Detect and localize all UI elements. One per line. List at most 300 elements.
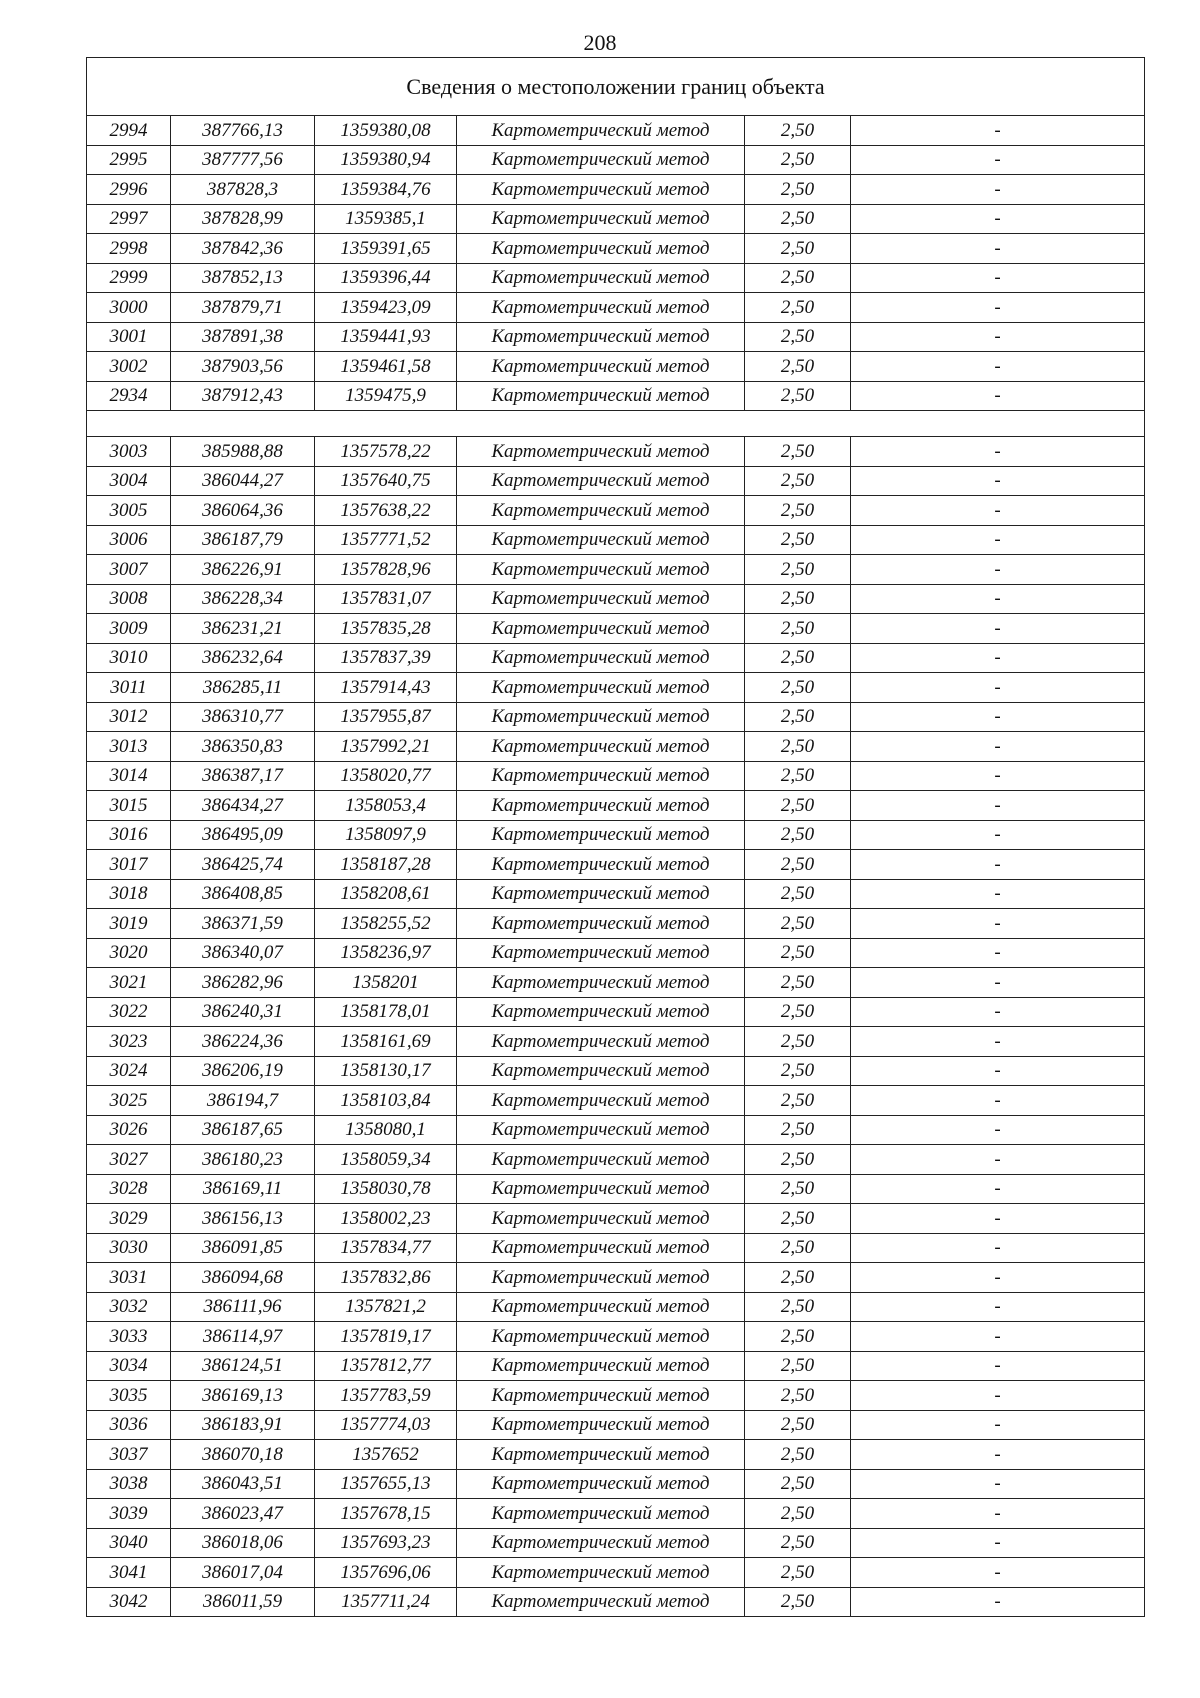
description-cell: -: [851, 234, 1145, 264]
accuracy-cell: 2,50: [745, 1145, 851, 1175]
page-number: 208: [583, 30, 617, 55]
x-coordinate-cell: 386231,21: [171, 614, 315, 644]
method-cell: Картометрический метод: [457, 234, 745, 264]
point-number-cell: 3020: [87, 938, 171, 968]
y-coordinate-cell: 1357655,13: [315, 1469, 457, 1499]
accuracy-cell: 2,50: [745, 1086, 851, 1116]
table-row: [87, 584, 1145, 614]
accuracy-cell: 2,50: [745, 1469, 851, 1499]
x-coordinate-cell: 386187,65: [171, 1115, 315, 1145]
accuracy-cell: 2,50: [745, 1056, 851, 1086]
y-coordinate-cell: 1358161,69: [315, 1027, 457, 1057]
accuracy-cell: 2,50: [745, 1263, 851, 1293]
description-cell: -: [851, 1381, 1145, 1411]
point-number-cell: 3042: [87, 1587, 171, 1617]
method-cell: Картометрический метод: [457, 1410, 745, 1440]
method-cell: Картометрический метод: [457, 997, 745, 1027]
point-number-cell: 3003: [87, 437, 171, 467]
accuracy-cell: 2,50: [745, 1115, 851, 1145]
accuracy-cell: 2,50: [745, 466, 851, 496]
description-cell: -: [851, 381, 1145, 411]
description-cell: -: [851, 322, 1145, 352]
description-cell: -: [851, 1410, 1145, 1440]
y-coordinate-cell: 1357834,77: [315, 1233, 457, 1263]
table-row: [87, 1322, 1145, 1352]
description-cell: -: [851, 293, 1145, 323]
method-cell: Картометрический метод: [457, 381, 745, 411]
table-body: [87, 58, 1145, 1617]
table-row: [87, 850, 1145, 880]
method-cell: Картометрический метод: [457, 673, 745, 703]
method-cell: Картометрический метод: [457, 204, 745, 234]
table-row: [87, 909, 1145, 939]
method-cell: Картометрический метод: [457, 496, 745, 526]
table-row: [87, 1145, 1145, 1175]
point-number-cell: 3015: [87, 791, 171, 821]
description-cell: -: [851, 1115, 1145, 1145]
accuracy-cell: 2,50: [745, 204, 851, 234]
y-coordinate-cell: 1358030,78: [315, 1174, 457, 1204]
table-row: [87, 643, 1145, 673]
accuracy-cell: 2,50: [745, 1027, 851, 1057]
method-cell: Картометрический метод: [457, 1233, 745, 1263]
description-cell: -: [851, 466, 1145, 496]
y-coordinate-cell: 1358059,34: [315, 1145, 457, 1175]
accuracy-cell: 2,50: [745, 525, 851, 555]
point-number-cell: 3014: [87, 761, 171, 791]
point-number-cell: 2999: [87, 263, 171, 293]
description-cell: -: [851, 820, 1145, 850]
x-coordinate-cell: 386187,79: [171, 525, 315, 555]
description-cell: -: [851, 1263, 1145, 1293]
x-coordinate-cell: 386387,17: [171, 761, 315, 791]
description-cell: -: [851, 879, 1145, 909]
table-row: [87, 555, 1145, 585]
accuracy-cell: 2,50: [745, 263, 851, 293]
accuracy-cell: 2,50: [745, 1351, 851, 1381]
description-cell: -: [851, 1351, 1145, 1381]
x-coordinate-cell: 386228,34: [171, 584, 315, 614]
method-cell: Картометрический метод: [457, 1056, 745, 1086]
description-cell: -: [851, 997, 1145, 1027]
table-row: [87, 1440, 1145, 1470]
table-row: [87, 614, 1145, 644]
description-cell: -: [851, 1528, 1145, 1558]
table-row: [87, 1174, 1145, 1204]
accuracy-cell: 2,50: [745, 1204, 851, 1234]
x-coordinate-cell: 386091,85: [171, 1233, 315, 1263]
accuracy-cell: 2,50: [745, 673, 851, 703]
accuracy-cell: 2,50: [745, 850, 851, 880]
accuracy-cell: 2,50: [745, 175, 851, 205]
y-coordinate-cell: 1358236,97: [315, 938, 457, 968]
x-coordinate-cell: 386495,09: [171, 820, 315, 850]
accuracy-cell: 2,50: [745, 1410, 851, 1440]
table-row: [87, 116, 1145, 146]
description-cell: -: [851, 643, 1145, 673]
point-number-cell: 3010: [87, 643, 171, 673]
table-row: [87, 293, 1145, 323]
y-coordinate-cell: 1357819,17: [315, 1322, 457, 1352]
description-cell: -: [851, 1587, 1145, 1617]
y-coordinate-cell: 1357812,77: [315, 1351, 457, 1381]
point-number-cell: 3008: [87, 584, 171, 614]
x-coordinate-cell: 386018,06: [171, 1528, 315, 1558]
description-cell: -: [851, 1469, 1145, 1499]
method-cell: Картометрический метод: [457, 555, 745, 585]
table-row: [87, 1558, 1145, 1588]
x-coordinate-cell: 386285,11: [171, 673, 315, 703]
point-number-cell: 3017: [87, 850, 171, 880]
x-coordinate-cell: 386408,85: [171, 879, 315, 909]
table-row: [87, 1233, 1145, 1263]
point-number-cell: 3032: [87, 1292, 171, 1322]
boundary-coordinates-table: [86, 57, 1145, 1617]
method-cell: Картометрический метод: [457, 1145, 745, 1175]
description-cell: -: [851, 263, 1145, 293]
y-coordinate-cell: 1357955,87: [315, 702, 457, 732]
x-coordinate-cell: 386023,47: [171, 1499, 315, 1529]
table-row: [87, 968, 1145, 998]
method-cell: Картометрический метод: [457, 643, 745, 673]
table-row: [87, 381, 1145, 411]
method-cell: Картометрический метод: [457, 761, 745, 791]
accuracy-cell: 2,50: [745, 1558, 851, 1588]
point-number-cell: 3024: [87, 1056, 171, 1086]
table-row: [87, 1528, 1145, 1558]
y-coordinate-cell: 1358103,84: [315, 1086, 457, 1116]
method-cell: Картометрический метод: [457, 525, 745, 555]
y-coordinate-cell: 1359461,58: [315, 352, 457, 382]
y-coordinate-cell: 1358187,28: [315, 850, 457, 880]
x-coordinate-cell: 386070,18: [171, 1440, 315, 1470]
point-number-cell: 3039: [87, 1499, 171, 1529]
y-coordinate-cell: 1359385,1: [315, 204, 457, 234]
y-coordinate-cell: 1357828,96: [315, 555, 457, 585]
x-coordinate-cell: 386226,91: [171, 555, 315, 585]
table-row: [87, 322, 1145, 352]
y-coordinate-cell: 1357832,86: [315, 1263, 457, 1293]
description-cell: -: [851, 1499, 1145, 1529]
accuracy-cell: 2,50: [745, 496, 851, 526]
description-cell: -: [851, 850, 1145, 880]
table-row: [87, 175, 1145, 205]
table-row: [87, 525, 1145, 555]
group-separator-row: [87, 411, 1145, 437]
y-coordinate-cell: 1357711,24: [315, 1587, 457, 1617]
table-row: [87, 1263, 1145, 1293]
table-row: [87, 1381, 1145, 1411]
table-row: [87, 1204, 1145, 1234]
accuracy-cell: 2,50: [745, 381, 851, 411]
x-coordinate-cell: 386240,31: [171, 997, 315, 1027]
method-cell: Картометрический метод: [457, 1292, 745, 1322]
table-row: [87, 1115, 1145, 1145]
x-coordinate-cell: 386350,83: [171, 732, 315, 762]
y-coordinate-cell: 1358002,23: [315, 1204, 457, 1234]
y-coordinate-cell: 1359441,93: [315, 322, 457, 352]
method-cell: Картометрический метод: [457, 1499, 745, 1529]
x-coordinate-cell: 386194,7: [171, 1086, 315, 1116]
table-row: [87, 466, 1145, 496]
description-cell: -: [851, 145, 1145, 175]
method-cell: Картометрический метод: [457, 1440, 745, 1470]
accuracy-cell: 2,50: [745, 145, 851, 175]
x-coordinate-cell: 387891,38: [171, 322, 315, 352]
table-row: [87, 1499, 1145, 1529]
description-cell: -: [851, 1086, 1145, 1116]
x-coordinate-cell: 386169,13: [171, 1381, 315, 1411]
method-cell: Картометрический метод: [457, 1469, 745, 1499]
table-row: [87, 234, 1145, 264]
point-number-cell: 3019: [87, 909, 171, 939]
x-coordinate-cell: 386310,77: [171, 702, 315, 732]
x-coordinate-cell: 386206,19: [171, 1056, 315, 1086]
method-cell: Картометрический метод: [457, 702, 745, 732]
point-number-cell: 3002: [87, 352, 171, 382]
accuracy-cell: 2,50: [745, 732, 851, 762]
y-coordinate-cell: 1357696,06: [315, 1558, 457, 1588]
x-coordinate-cell: 386232,64: [171, 643, 315, 673]
point-number-cell: 3025: [87, 1086, 171, 1116]
accuracy-cell: 2,50: [745, 234, 851, 264]
accuracy-cell: 2,50: [745, 643, 851, 673]
point-number-cell: 2995: [87, 145, 171, 175]
accuracy-cell: 2,50: [745, 1322, 851, 1352]
accuracy-cell: 2,50: [745, 116, 851, 146]
description-cell: -: [851, 204, 1145, 234]
accuracy-cell: 2,50: [745, 1587, 851, 1617]
method-cell: Картометрический метод: [457, 732, 745, 762]
description-cell: -: [851, 352, 1145, 382]
point-number-cell: 3005: [87, 496, 171, 526]
y-coordinate-cell: 1358178,01: [315, 997, 457, 1027]
accuracy-cell: 2,50: [745, 1233, 851, 1263]
description-cell: -: [851, 968, 1145, 998]
method-cell: Картометрический метод: [457, 263, 745, 293]
x-coordinate-cell: 386043,51: [171, 1469, 315, 1499]
description-cell: -: [851, 938, 1145, 968]
description-cell: -: [851, 791, 1145, 821]
method-cell: Картометрический метод: [457, 1115, 745, 1145]
accuracy-cell: 2,50: [745, 352, 851, 382]
table-row: [87, 761, 1145, 791]
method-cell: Картометрический метод: [457, 1381, 745, 1411]
point-number-cell: 3001: [87, 322, 171, 352]
accuracy-cell: 2,50: [745, 761, 851, 791]
y-coordinate-cell: 1357774,03: [315, 1410, 457, 1440]
point-number-cell: 3034: [87, 1351, 171, 1381]
method-cell: Картометрический метод: [457, 293, 745, 323]
accuracy-cell: 2,50: [745, 555, 851, 585]
accuracy-cell: 2,50: [745, 1499, 851, 1529]
y-coordinate-cell: 1358255,52: [315, 909, 457, 939]
point-number-cell: 3027: [87, 1145, 171, 1175]
method-cell: Картометрический метод: [457, 352, 745, 382]
accuracy-cell: 2,50: [745, 938, 851, 968]
point-number-cell: 3041: [87, 1558, 171, 1588]
accuracy-cell: 2,50: [745, 293, 851, 323]
x-coordinate-cell: 387828,3: [171, 175, 315, 205]
x-coordinate-cell: 386156,13: [171, 1204, 315, 1234]
y-coordinate-cell: 1358201: [315, 968, 457, 998]
description-cell: -: [851, 909, 1145, 939]
table-row: [87, 879, 1145, 909]
y-coordinate-cell: 1358080,1: [315, 1115, 457, 1145]
x-coordinate-cell: 386224,36: [171, 1027, 315, 1057]
x-coordinate-cell: 386044,27: [171, 466, 315, 496]
y-coordinate-cell: 1358097,9: [315, 820, 457, 850]
x-coordinate-cell: 387842,36: [171, 234, 315, 264]
point-number-cell: 2994: [87, 116, 171, 146]
point-number-cell: 3021: [87, 968, 171, 998]
method-cell: Картометрический метод: [457, 116, 745, 146]
method-cell: Картометрический метод: [457, 437, 745, 467]
point-number-cell: 3018: [87, 879, 171, 909]
y-coordinate-cell: 1358053,4: [315, 791, 457, 821]
point-number-cell: 3033: [87, 1322, 171, 1352]
method-cell: Картометрический метод: [457, 820, 745, 850]
method-cell: Картометрический метод: [457, 1174, 745, 1204]
description-cell: -: [851, 761, 1145, 791]
method-cell: Картометрический метод: [457, 466, 745, 496]
point-number-cell: 3022: [87, 997, 171, 1027]
accuracy-cell: 2,50: [745, 322, 851, 352]
x-coordinate-cell: 386371,59: [171, 909, 315, 939]
x-coordinate-cell: 386094,68: [171, 1263, 315, 1293]
x-coordinate-cell: 386017,04: [171, 1558, 315, 1588]
boundary-table-wrapper: [86, 57, 1144, 1617]
y-coordinate-cell: 1358208,61: [315, 879, 457, 909]
method-cell: Картометрический метод: [457, 938, 745, 968]
x-coordinate-cell: 386282,96: [171, 968, 315, 998]
point-number-cell: 2997: [87, 204, 171, 234]
table-row: [87, 1292, 1145, 1322]
y-coordinate-cell: 1357992,21: [315, 732, 457, 762]
description-cell: -: [851, 1056, 1145, 1086]
group-separator-cell: [87, 411, 1145, 437]
y-coordinate-cell: 1357771,52: [315, 525, 457, 555]
method-cell: Картометрический метод: [457, 1263, 745, 1293]
point-number-cell: 3036: [87, 1410, 171, 1440]
x-coordinate-cell: 386011,59: [171, 1587, 315, 1617]
table-title: Сведения о местоположении границ объекта: [87, 58, 1145, 116]
point-number-cell: 3038: [87, 1469, 171, 1499]
x-coordinate-cell: 386180,23: [171, 1145, 315, 1175]
table-row: [87, 437, 1145, 467]
x-coordinate-cell: 386340,07: [171, 938, 315, 968]
table-row: [87, 352, 1145, 382]
description-cell: -: [851, 584, 1145, 614]
y-coordinate-cell: 1359380,94: [315, 145, 457, 175]
table-row: [87, 820, 1145, 850]
y-coordinate-cell: 1358020,77: [315, 761, 457, 791]
description-cell: -: [851, 555, 1145, 585]
method-cell: Картометрический метод: [457, 145, 745, 175]
accuracy-cell: 2,50: [745, 879, 851, 909]
table-row: [87, 263, 1145, 293]
description-cell: -: [851, 116, 1145, 146]
description-cell: -: [851, 525, 1145, 555]
point-number-cell: 3026: [87, 1115, 171, 1145]
point-number-cell: 3007: [87, 555, 171, 585]
method-cell: Картометрический метод: [457, 879, 745, 909]
point-number-cell: 3004: [87, 466, 171, 496]
x-coordinate-cell: 386064,36: [171, 496, 315, 526]
y-coordinate-cell: 1357693,23: [315, 1528, 457, 1558]
description-cell: -: [851, 496, 1145, 526]
description-cell: -: [851, 1145, 1145, 1175]
point-number-cell: 2996: [87, 175, 171, 205]
description-cell: -: [851, 175, 1145, 205]
method-cell: Картометрический метод: [457, 1587, 745, 1617]
x-coordinate-cell: 386111,96: [171, 1292, 315, 1322]
accuracy-cell: 2,50: [745, 968, 851, 998]
accuracy-cell: 2,50: [745, 1174, 851, 1204]
point-number-cell: 3006: [87, 525, 171, 555]
method-cell: Картометрический метод: [457, 1027, 745, 1057]
y-coordinate-cell: 1357652: [315, 1440, 457, 1470]
point-number-cell: 2998: [87, 234, 171, 264]
description-cell: -: [851, 1292, 1145, 1322]
method-cell: Картометрический метод: [457, 1528, 745, 1558]
y-coordinate-cell: 1357835,28: [315, 614, 457, 644]
table-row: [87, 1351, 1145, 1381]
point-number-cell: 3000: [87, 293, 171, 323]
y-coordinate-cell: 1359380,08: [315, 116, 457, 146]
method-cell: Картометрический метод: [457, 322, 745, 352]
accuracy-cell: 2,50: [745, 1528, 851, 1558]
point-number-cell: 3012: [87, 702, 171, 732]
x-coordinate-cell: 387828,99: [171, 204, 315, 234]
method-cell: Картометрический метод: [457, 791, 745, 821]
y-coordinate-cell: 1357638,22: [315, 496, 457, 526]
x-coordinate-cell: 386425,74: [171, 850, 315, 880]
x-coordinate-cell: 387766,13: [171, 116, 315, 146]
method-cell: Картометрический метод: [457, 584, 745, 614]
point-number-cell: 3031: [87, 1263, 171, 1293]
accuracy-cell: 2,50: [745, 1440, 851, 1470]
x-coordinate-cell: 386434,27: [171, 791, 315, 821]
description-cell: -: [851, 614, 1145, 644]
accuracy-cell: 2,50: [745, 909, 851, 939]
method-cell: Картометрический метод: [457, 175, 745, 205]
y-coordinate-cell: 1357837,39: [315, 643, 457, 673]
x-coordinate-cell: 386169,11: [171, 1174, 315, 1204]
point-number-cell: 3030: [87, 1233, 171, 1263]
y-coordinate-cell: 1357821,2: [315, 1292, 457, 1322]
description-cell: -: [851, 673, 1145, 703]
table-row: [87, 1027, 1145, 1057]
table-row: [87, 1086, 1145, 1116]
point-number-cell: 3040: [87, 1528, 171, 1558]
method-cell: Картометрический метод: [457, 968, 745, 998]
table-title-row: [87, 58, 1145, 116]
y-coordinate-cell: 1359396,44: [315, 263, 457, 293]
y-coordinate-cell: 1357831,07: [315, 584, 457, 614]
method-cell: Картометрический метод: [457, 1322, 745, 1352]
table-row: [87, 145, 1145, 175]
accuracy-cell: 2,50: [745, 997, 851, 1027]
point-number-cell: 3023: [87, 1027, 171, 1057]
x-coordinate-cell: 387912,43: [171, 381, 315, 411]
table-row: [87, 732, 1145, 762]
description-cell: -: [851, 1174, 1145, 1204]
point-number-cell: 3016: [87, 820, 171, 850]
x-coordinate-cell: 386124,51: [171, 1351, 315, 1381]
method-cell: Картометрический метод: [457, 850, 745, 880]
x-coordinate-cell: 387879,71: [171, 293, 315, 323]
